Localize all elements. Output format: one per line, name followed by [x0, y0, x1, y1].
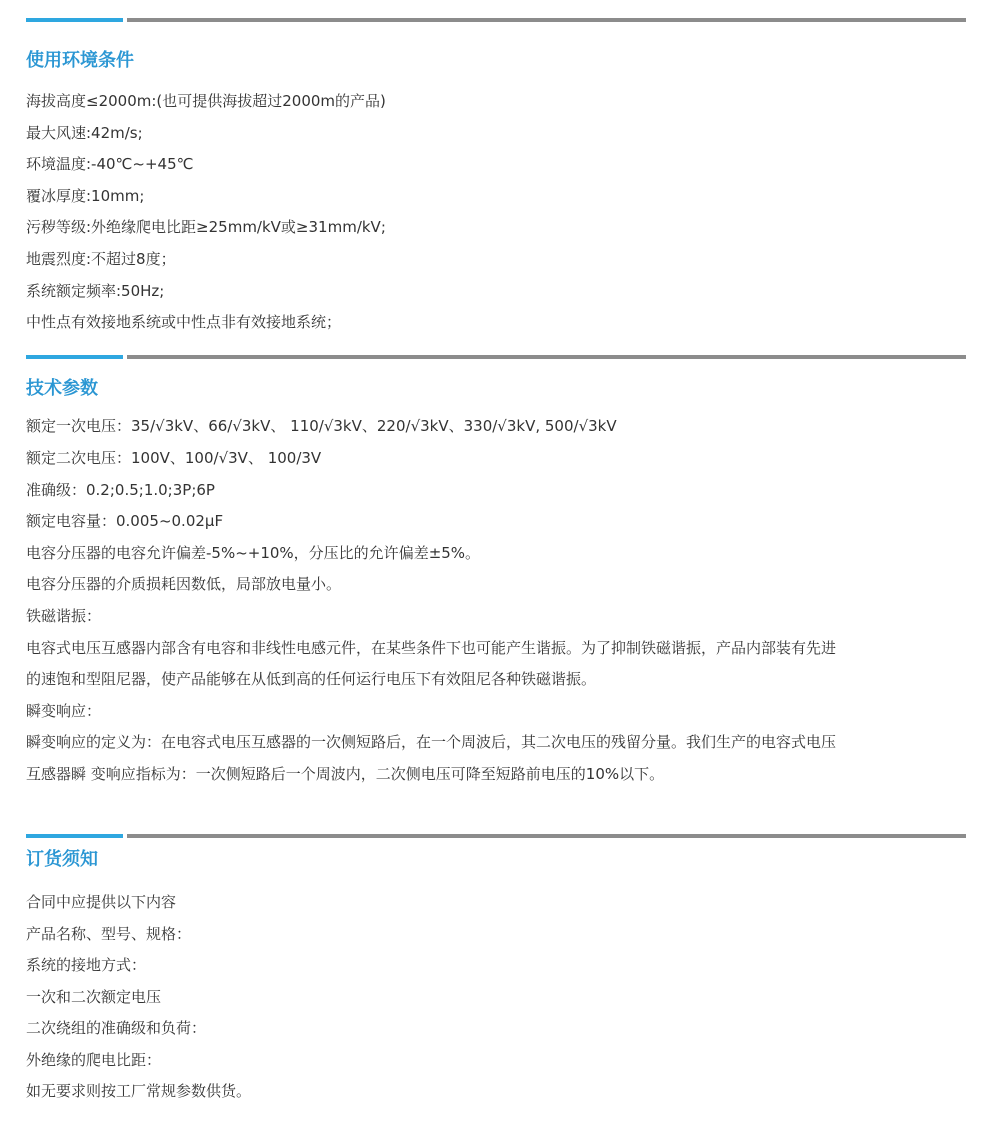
text-line: 额定一次电压：35/√3kV、66/√3kV、 110/√3kV、220/√3kV、330/√3kV, 500/√3kV	[26, 417, 617, 435]
text-line: 如无要求则按工厂常规参数供货。	[26, 1082, 252, 1100]
text-line: 互感器瞬 变响应指标为：一次侧短路后一个周波内，二次侧电压可降至短路前电压的10%以下。	[26, 765, 665, 783]
text-line: 二次绕组的准确级和负荷：	[26, 1019, 207, 1037]
text-line: 准确级：0.2;0.5;1.0;3P;6P	[26, 481, 215, 499]
text-line: 额定二次电压：100V、100/√3V、 100/3V	[26, 449, 322, 467]
section-divider	[26, 355, 966, 359]
text-line: 污秽等级:外绝缘爬电比距≥25mm/kV或≥31mm/kV;	[26, 218, 386, 236]
section-title-ordering: 订货须知	[26, 849, 98, 870]
text-line: 合同中应提供以下内容	[26, 893, 177, 911]
text-line: 最大风速:42m/s;	[26, 124, 143, 142]
text-line: 产品名称、型号、规格：	[26, 925, 192, 943]
section-title-environment: 使用环境条件	[26, 50, 134, 71]
text-line: 电容式电压互感器内部含有电容和非线性电感元件，在某些条件下也可能产生谐振。为了抑制铁磁谐振，产品内部装有先进	[26, 639, 837, 657]
text-line: 的速饱和型阻尼器，使产品能够在从低到高的任何运行电压下有效阻尼各种铁磁谐振。	[26, 670, 597, 688]
text-line: 额定电容量：0.005~0.02μF	[26, 512, 224, 530]
section-divider	[26, 18, 966, 22]
text-line: 瞬变响应的定义为：在电容式电压互感器的一次侧短路后，在一个周波后，其二次电压的残留分量。我们生产的电容式电压	[26, 733, 837, 751]
divider-rule	[127, 834, 966, 838]
text-line: 一次和二次额定电压	[26, 988, 162, 1006]
text-line: 环境温度:-40℃~+45℃	[26, 155, 194, 173]
text-line: 外绝缘的爬电比距：	[26, 1051, 162, 1069]
divider-accent	[26, 834, 123, 838]
text-line: 铁磁谐振：	[26, 607, 102, 625]
divider-rule	[127, 355, 966, 359]
text-line: 覆冰厚度:10mm;	[26, 187, 145, 205]
divider-rule	[127, 18, 966, 22]
text-line: 系统的接地方式：	[26, 956, 147, 974]
divider-accent	[26, 18, 123, 22]
divider-accent	[26, 355, 123, 359]
section-title-technical: 技术参数	[26, 378, 98, 399]
text-line: 中性点有效接地系统或中性点非有效接地系统；	[26, 313, 342, 331]
text-line: 地震烈度:不超过8度；	[26, 250, 176, 268]
section-divider	[26, 834, 966, 838]
text-line: 系统额定频率:50Hz;	[26, 282, 165, 300]
text-line: 电容分压器的电容允许偏差-5%~+10%，分压比的允许偏差±5%。	[26, 544, 481, 562]
text-line: 瞬变响应：	[26, 702, 102, 720]
text-line: 电容分压器的介质损耗因数低，局部放电量小。	[26, 575, 342, 593]
text-line: 海拔高度≤2000m:(也可提供海拔超过2000m的产品)	[26, 92, 386, 110]
